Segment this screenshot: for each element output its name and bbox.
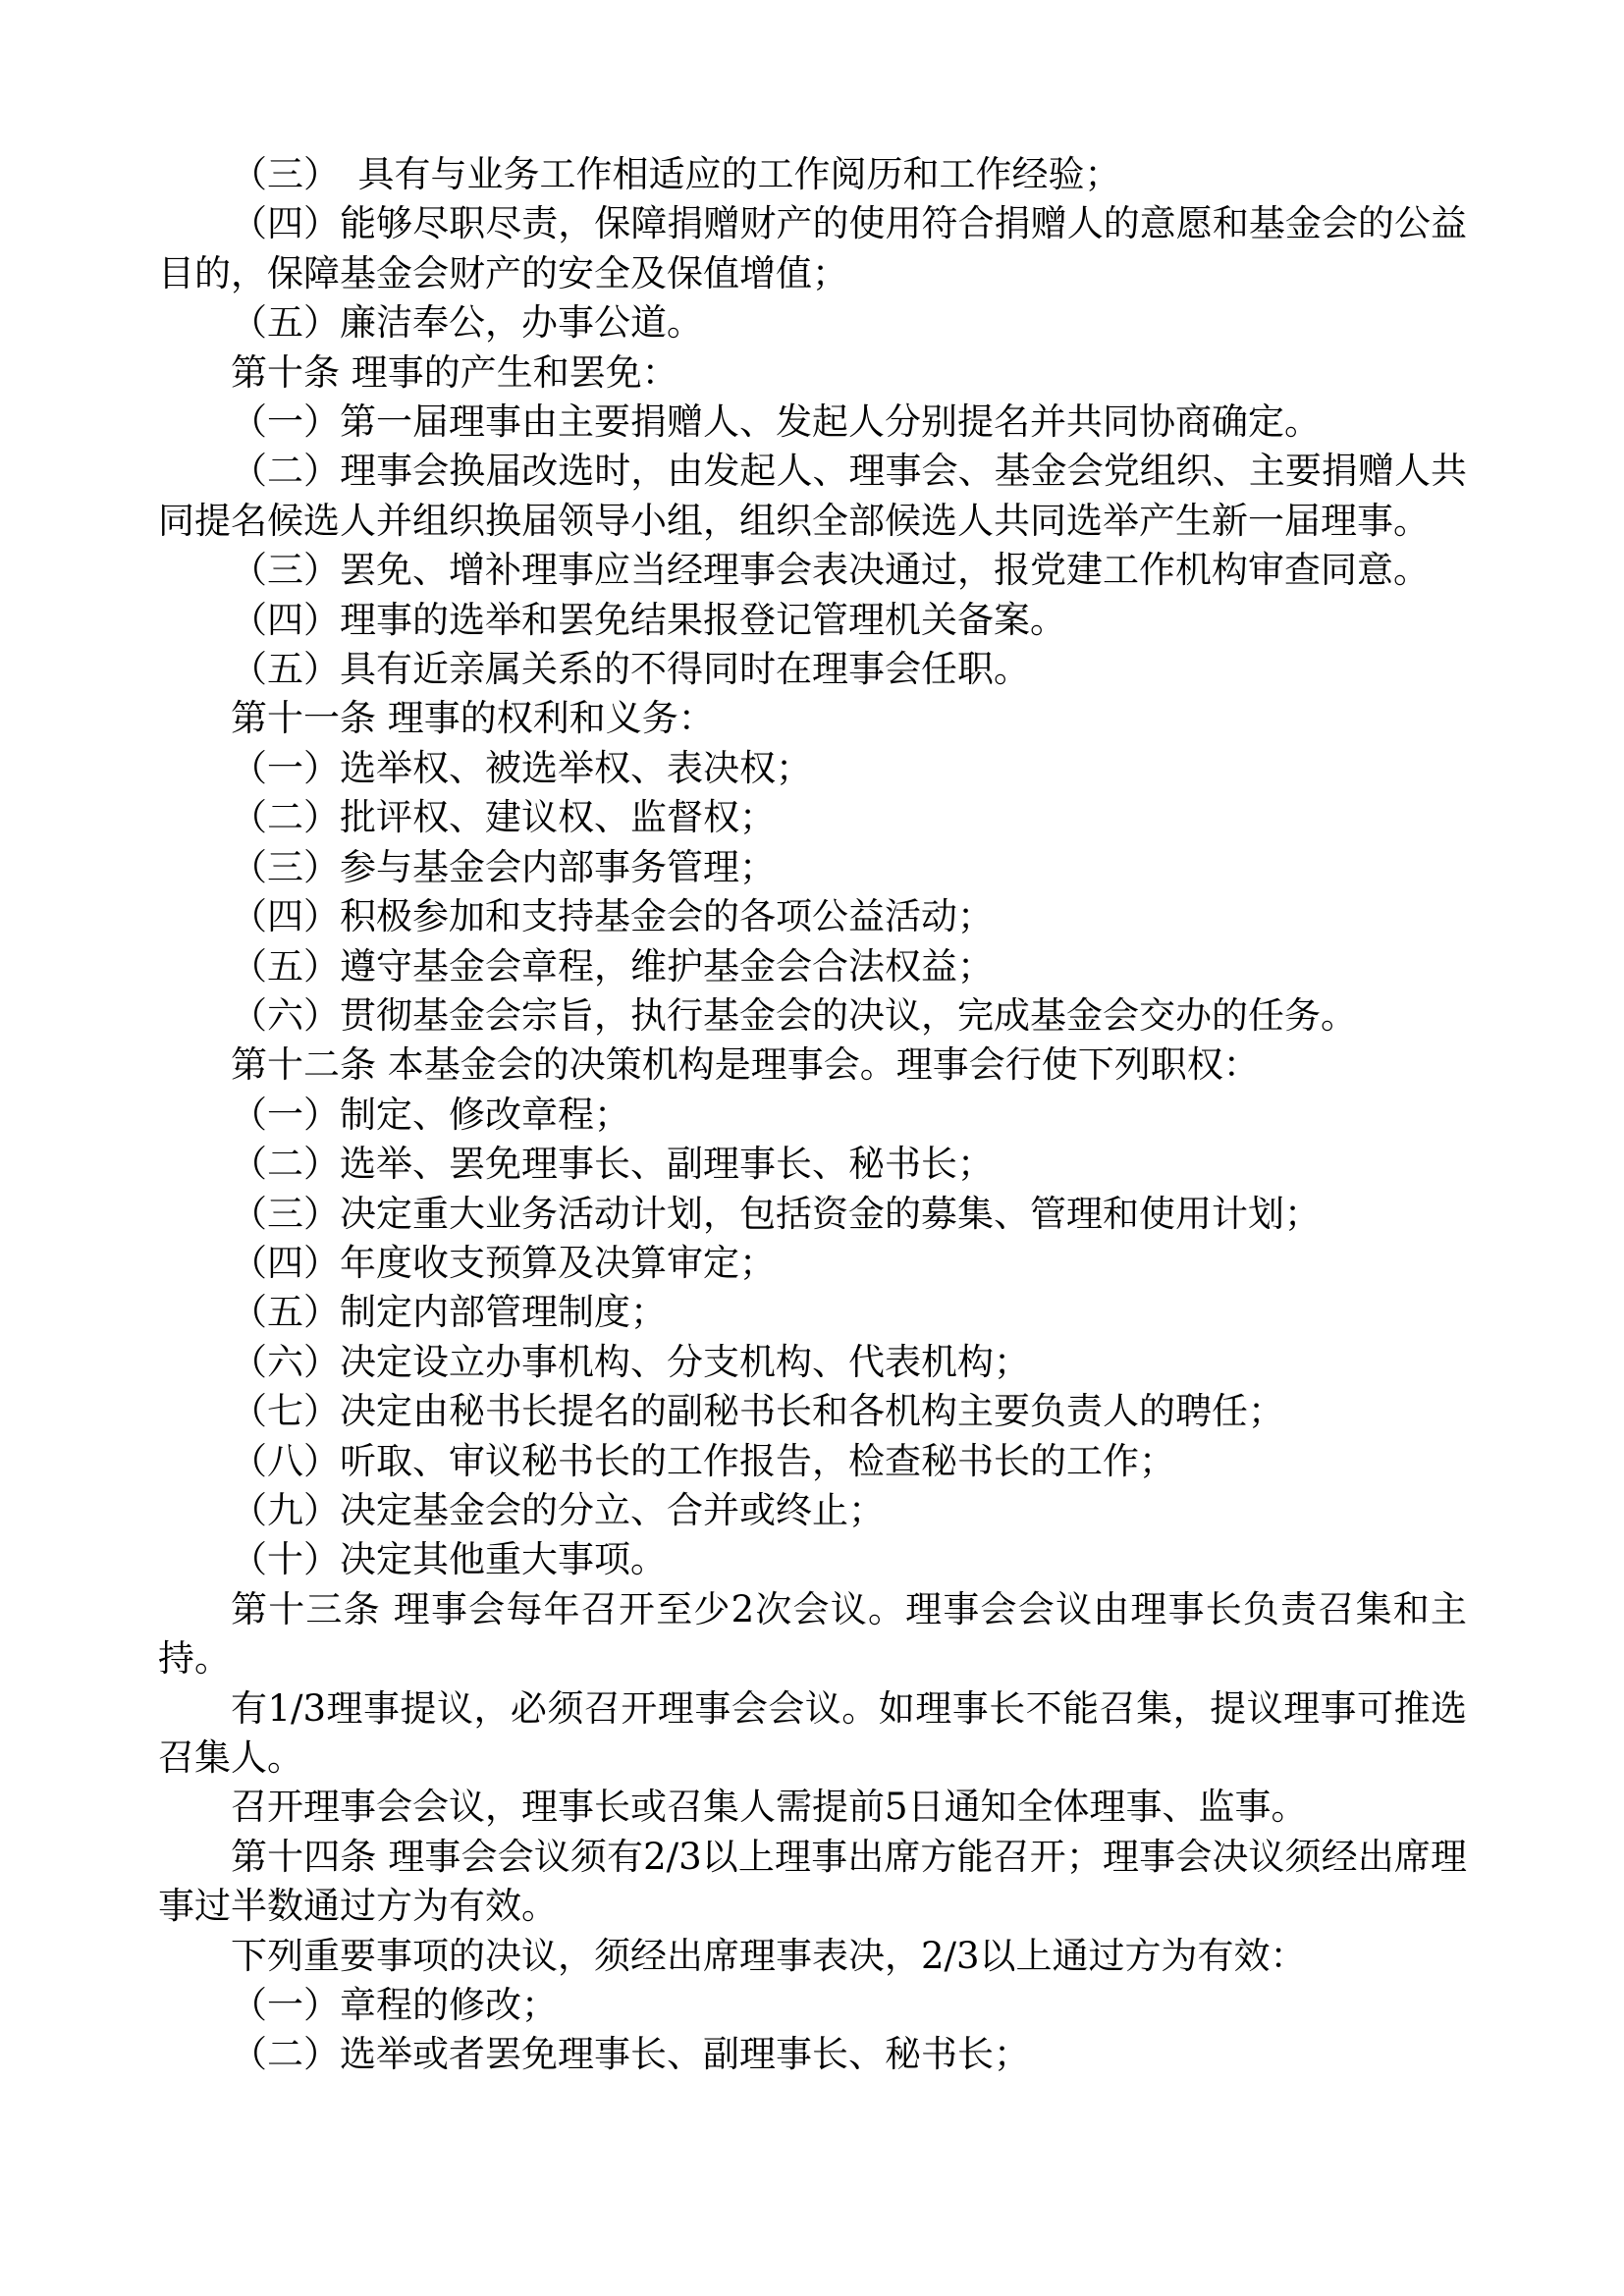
body-paragraph: 召开理事会会议，理事长或召集人需提前5日通知全体理事、监事。 xyxy=(231,1786,1308,1829)
article-12-heading: 第十二条 本基金会的决策机构是理事会。理事会行使下列职权： xyxy=(231,1043,1260,1087)
clause-paragraph: （五）具有近亲属关系的不得同时在理事会任职。 xyxy=(231,648,1030,691)
clause-paragraph: （七）决定由秘书长提名的副秘书长和各机构主要负责人的聘任； xyxy=(231,1390,1284,1433)
clause-paragraph: （一）选举权、被选举权、表决权； xyxy=(231,746,812,789)
body-paragraph: 有1/3理事提议，必须召开理事会会议。如理事长不能召集，提议理事可推选召集人。 xyxy=(158,1686,1467,1779)
clause-paragraph: （三）决定重大业务活动计划，包括资金的募集、管理和使用计划； xyxy=(231,1192,1321,1235)
clause-paragraph: （二）理事会换届改选时，由发起人、理事会、基金会党组织、主要捐赠人共同提名候选人并组织换届领导小组，组织全部候选人共同选举产生新一届理事。 xyxy=(158,450,1467,542)
clause-paragraph: （十）决定其他重大事项。 xyxy=(231,1538,667,1581)
clause-paragraph: （三）罢免、增补理事应当经理事会表决通过，报党建工作机构审查同意。 xyxy=(231,549,1430,592)
article-10-heading: 第十条 理事的产生和罢免： xyxy=(231,350,678,394)
clause-paragraph: （一）章程的修改； xyxy=(231,1984,558,2027)
clause-paragraph: （四）年度收支预算及决算审定； xyxy=(231,1241,776,1284)
clause-paragraph: （三） 具有与业务工作相适应的工作阅历和工作经验； xyxy=(231,153,1121,195)
clause-paragraph: （四）理事的选举和罢免结果报登记管理机关备案。 xyxy=(231,598,1066,641)
article-14-paragraph: 第十四条 理事会会议须有2/3以上理事出席方能召开；理事会决议须经出席理事过半数通过方为有效。 xyxy=(158,1835,1467,1928)
clause-paragraph: （二）批评权、建议权、监督权； xyxy=(231,796,776,839)
clause-paragraph: （六）贯彻基金会宗旨，执行基金会的决议，完成基金会交办的任务。 xyxy=(231,993,1357,1037)
clause-paragraph: （五）廉洁奉公，办事公道。 xyxy=(231,301,703,345)
body-paragraph: 下列重要事项的决议，须经出席理事表决，2/3以上通过方为有效： xyxy=(231,1934,1307,1977)
clause-paragraph: （四）积极参加和支持基金会的各项公益活动； xyxy=(231,895,994,938)
clause-paragraph: （五）遵守基金会章程，维护基金会合法权益； xyxy=(231,944,994,988)
clause-paragraph: （三）参与基金会内部事务管理； xyxy=(231,845,776,888)
clause-paragraph: （六）决定设立办事机构、分支机构、代表机构； xyxy=(231,1340,1030,1383)
article-11-heading: 第十一条 理事的权利和义务： xyxy=(231,697,715,740)
clause-paragraph: （一）第一届理事由主要捐赠人、发起人分别提名并共同协商确定。 xyxy=(231,400,1321,444)
clause-paragraph: （五）制定内部管理制度； xyxy=(231,1291,667,1334)
clause-paragraph: （二）选举、罢免理事长、副理事长、秘书长； xyxy=(231,1143,994,1186)
clause-paragraph: （四）能够尽职尽责，保障捐赠财产的使用符合捐赠人的意愿和基金会的公益目的，保障基金会财产的安全及保值增值； xyxy=(158,202,1467,294)
clause-paragraph: （二）选举或者罢免理事长、副理事长、秘书长； xyxy=(231,2033,1030,2076)
clause-paragraph: （八）听取、审议秘书长的工作报告，检查秘书长的工作； xyxy=(231,1439,1175,1482)
clause-paragraph: （九）决定基金会的分立、合并或终止； xyxy=(231,1488,885,1531)
charter-text-block xyxy=(158,150,1467,2080)
clause-paragraph: （一）制定、修改章程； xyxy=(231,1093,630,1136)
article-13-paragraph: 第十三条 理事会每年召开至少2次会议。理事会会议由理事长负责召集和主持。 xyxy=(158,1587,1467,1681)
